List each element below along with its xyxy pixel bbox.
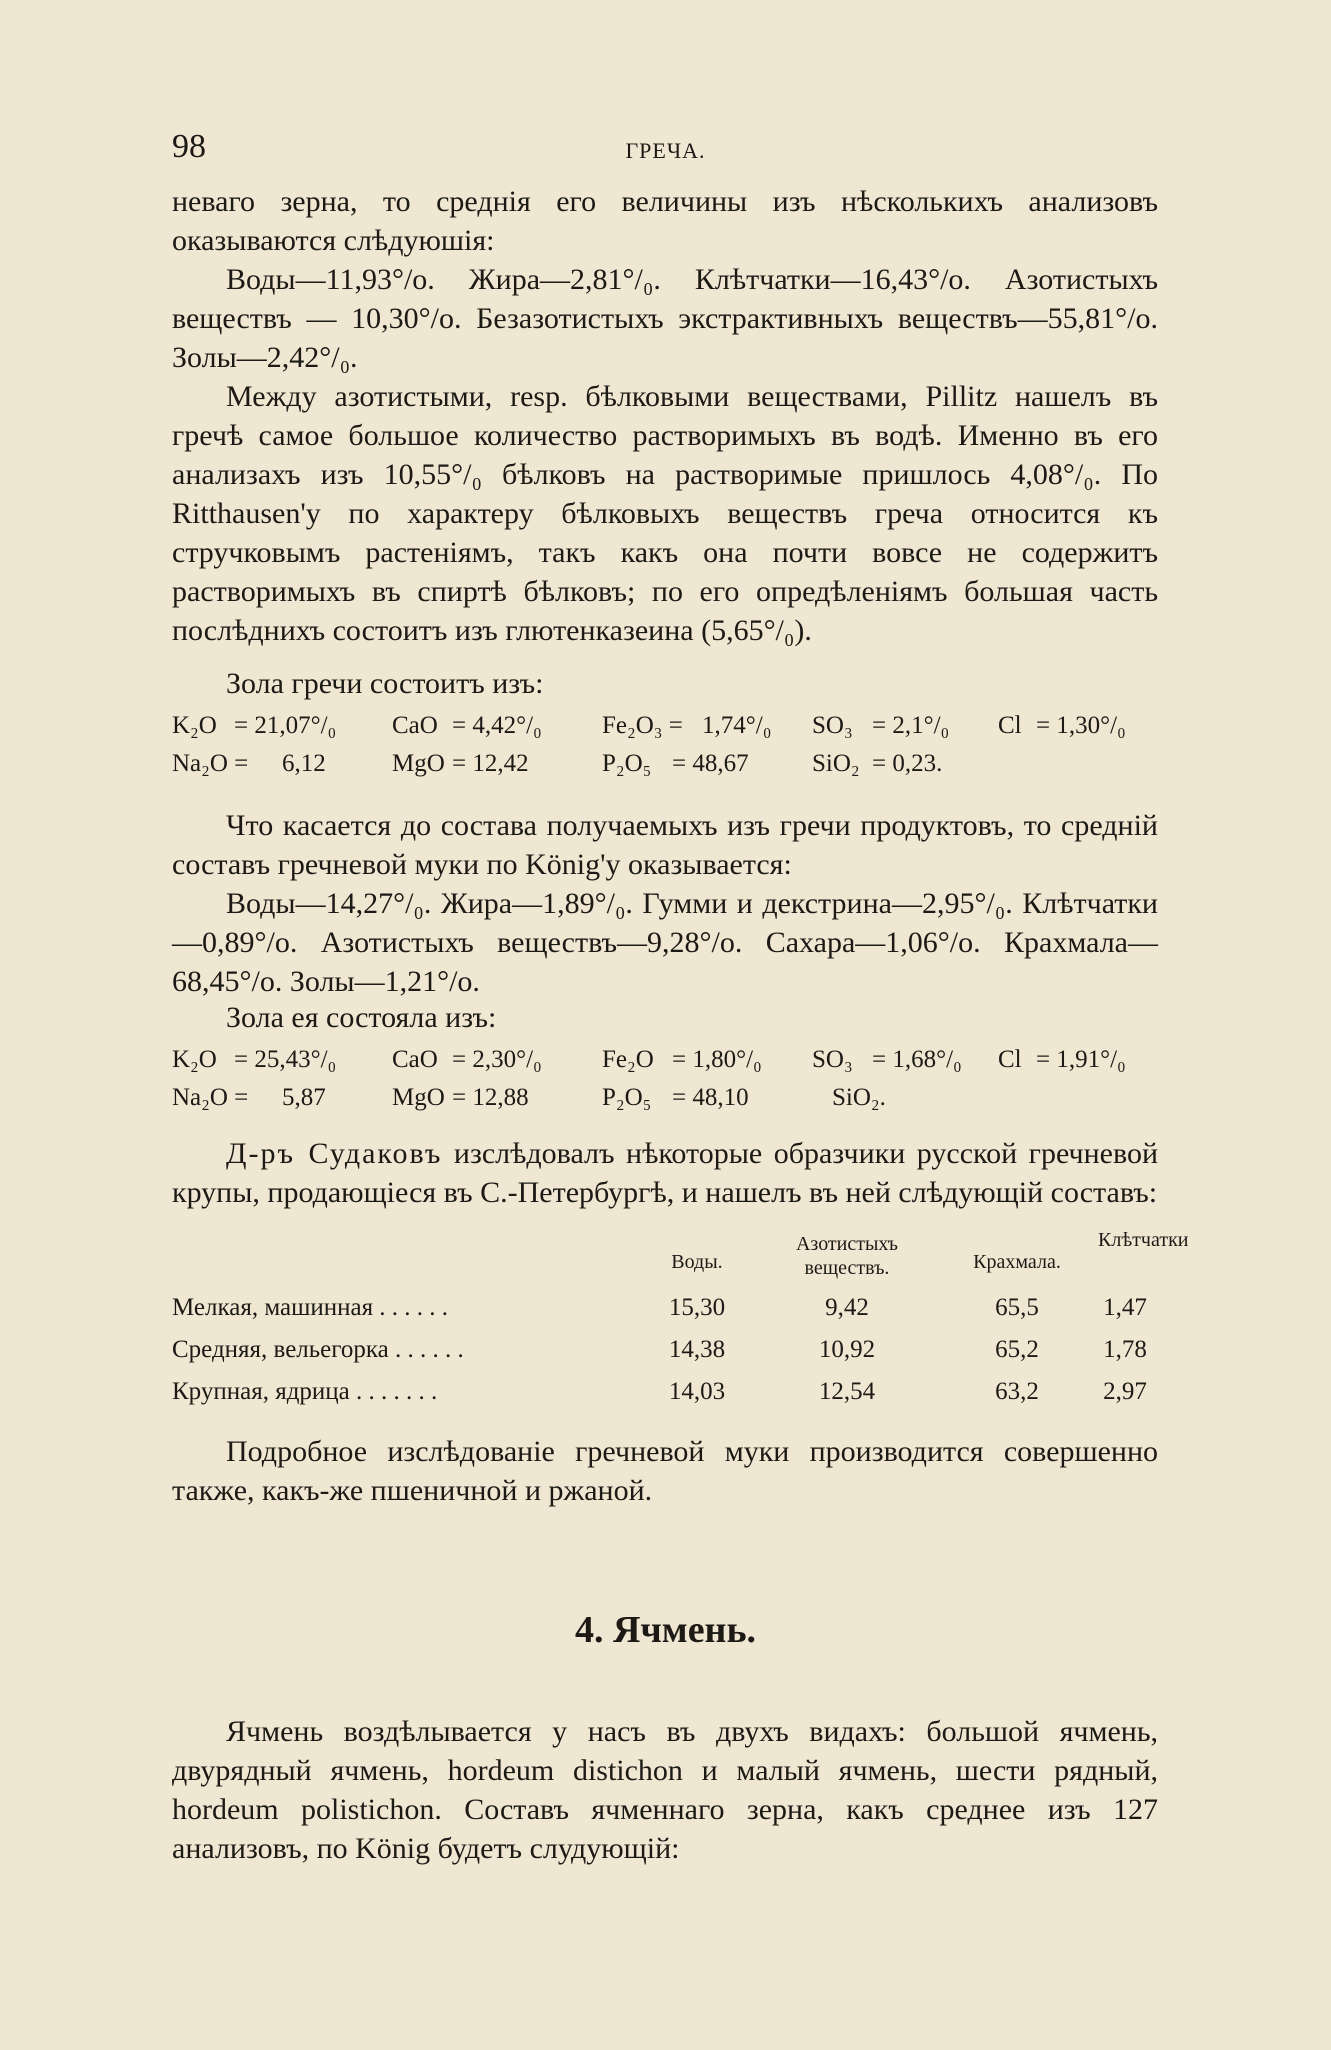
table-cell: 14,38 [668, 1336, 726, 1363]
table-cell: 63,2 [995, 1378, 1039, 1405]
formula-term: Na₂O = [172, 750, 249, 777]
table-cell: 10,92 [818, 1336, 876, 1363]
formula-term: Cl [998, 712, 1022, 739]
paragraph-text: Что касается до состава получаемыхъ изъ гречи продуктовъ, то среднiй составъ гречневой муки по König'у оказывается: [172, 809, 1158, 881]
formula-term: = 25,43°/₀ [234, 1046, 337, 1073]
paragraph-text: Зола гречи состоитъ изъ: [226, 667, 544, 700]
table-cell: 2,97 [1103, 1378, 1147, 1405]
table-header: Крахмала. [973, 1251, 1061, 1273]
paragraph-intro [172, 182, 1158, 650]
table-row [172, 1336, 1158, 1370]
table-cell: 15,30 [668, 1294, 726, 1321]
paragraph-text: Подробное изслѣдованiе гречневой муки производится совершенно также, какъ-же пшеничной и ржаной. [172, 1435, 1158, 1507]
formula-term: = 12,88 [452, 1084, 529, 1111]
formula-term: = 48,67 [672, 750, 749, 777]
formula-term: SO₃ [812, 712, 853, 739]
paragraph-text [172, 1134, 1158, 1212]
paragraph-ash2-intro [172, 998, 1158, 1037]
table-cell: 14,03 [668, 1378, 726, 1405]
formula-term: MgO [392, 1084, 445, 1111]
formula-term: = 48,10 [672, 1084, 749, 1111]
table-row [172, 1294, 1158, 1328]
formula-term: Na₂O = [172, 1084, 249, 1111]
paragraph-composition: Воды—11,93°/o. Жира—2,81°/₀. Клѣтчатки—16,43°/o. Азотистыхъ веществъ — 10,30°/o. Безазотистыхъ экстрактивныхъ веществъ—55,81°/o. Золы—2,42°/₀. [172, 263, 1158, 374]
formula-row [172, 750, 1158, 788]
paragraph-ash-intro [172, 664, 1158, 703]
formula-term: = 2,1°/₀ [872, 712, 950, 739]
formula-term: 6,12 [282, 750, 326, 777]
formula-row [172, 1046, 1158, 1084]
section-heading: 4. Ячмень. [574, 1609, 757, 1651]
paragraph-flour [172, 806, 1158, 1001]
formula-term: K₂O [172, 1046, 217, 1073]
formula-term: P₂O₅ [602, 1084, 652, 1111]
table-cell: Мелкая, машинная . . . . . . [172, 1294, 449, 1321]
formula-term: = 1,30°/₀ [1036, 712, 1126, 739]
page-number: 98 [172, 128, 206, 165]
formula-term: SO₃ [812, 1046, 853, 1073]
formula-term: CaO [392, 1046, 438, 1073]
table-cell: 65,5 [995, 1294, 1039, 1321]
paragraph-text: Ячмень воздѣлывается у насъ въ двухъ видахъ: большой ячмень, двурядный ячмень, hordeum distichon и малый ячмень, шести рядный, hordeum polistichon. Составъ ячменнаго зерна, какъ среднее изъ 127 анализовъ, по König будетъ слудующiй: [172, 1715, 1158, 1865]
formula-term: Cl [998, 1046, 1022, 1073]
table-header: Клѣтчатки [1098, 1229, 1189, 1251]
formula-term: 1,74°/₀ [702, 712, 772, 739]
formula-term: SiO₂ [812, 750, 860, 777]
formula-term: CaO [392, 712, 438, 739]
formula-term: = 1,68°/₀ [872, 1046, 962, 1073]
table-cell: Крупная, ядрица . . . . . . . [172, 1378, 438, 1405]
formula-term: SiO₂. [832, 1084, 886, 1111]
paragraph-conclusion [172, 1432, 1158, 1510]
ash-formula-2 [172, 1046, 1158, 1122]
formula-term: Fe₂O [602, 1046, 654, 1073]
formula-term: Fe₂O₃ = [602, 712, 683, 739]
table-cell: 1,78 [1103, 1336, 1147, 1363]
formula-term: P₂O₅ [602, 750, 652, 777]
table-cell: 65,2 [995, 1336, 1039, 1363]
formula-term: = 0,23. [872, 750, 943, 777]
paragraph-text: Зола ея состояла изъ: [226, 1001, 497, 1034]
formula-term: = 4,42°/₀ [452, 712, 542, 739]
paragraph-barley [172, 1712, 1158, 1868]
running-head: ГРЕЧА. [625, 138, 706, 163]
paragraph-sudakov [172, 1134, 1158, 1212]
paragraph-body: изслѣдовалъ нѣкоторые образчики русской гречневой крупы, продающiеся въ С.-Петербургѣ, и нашелъ въ ней слѣдующiй составъ: [172, 1137, 1158, 1209]
author-name: Д-ръ Судаковъ [226, 1137, 443, 1170]
formula-row [172, 712, 1158, 750]
table-row [172, 1378, 1158, 1412]
formula-term: 5,87 [282, 1084, 326, 1111]
table-header: Воды. [671, 1251, 723, 1273]
formula-term: K₂O [172, 712, 217, 739]
table-cell: 1,47 [1103, 1294, 1147, 1321]
formula-term: MgO [392, 750, 445, 777]
formula-term: = 1,80°/₀ [672, 1046, 762, 1073]
paragraph-flour-composition: Воды—14,27°/₀. Жира—1,89°/₀. Гумми и декстрина—2,95°/₀. Клѣтчатки—0,89°/o. Азотистыхъ веществъ—9,28°/o. Сахара—1,06°/o. Крахмала—68,45°/o. Золы—1,21°/o. [172, 887, 1158, 998]
table-header: Азотистыхъ веществъ. [795, 1233, 899, 1279]
formula-row [172, 1084, 1158, 1122]
formula-term: = 1,91°/₀ [1036, 1046, 1126, 1073]
paragraph-text: неваго зерна, то среднія его величины изъ нѣсколькихъ анализовъ оказываются слѣдуюшія: [172, 185, 1158, 257]
table-cell: 9,42 [825, 1294, 869, 1321]
table-cell: 12,54 [818, 1378, 876, 1405]
formula-term: = 21,07°/₀ [234, 712, 337, 739]
formula-term: = 2,30°/₀ [452, 1046, 542, 1073]
ash-formula-1 [172, 712, 1158, 788]
table-cell: Средняя, вельегорка . . . . . . [172, 1336, 464, 1363]
paragraph-proteins: Между азотистыми, resp. бѣлковыми веществами, Pillitz нашелъ въ гречѣ самое большое количество растворимыхъ въ водѣ. Именно въ его анализахъ изъ 10,55°/₀ бѣлковъ на растворимые пришлось 4,08°/₀. По Ritthausen'у по характеру бѣлковыхъ веществъ греча относится къ стручковымъ растеніямъ, такъ какъ она почти вовсе не содержитъ растворимыхъ въ спиртѣ бѣлковъ; по его опредѣленіямъ большая часть послѣднихъ состоитъ изъ глютенказеина (5,65°/₀). [172, 380, 1158, 647]
formula-term: = 12,42 [452, 750, 529, 777]
